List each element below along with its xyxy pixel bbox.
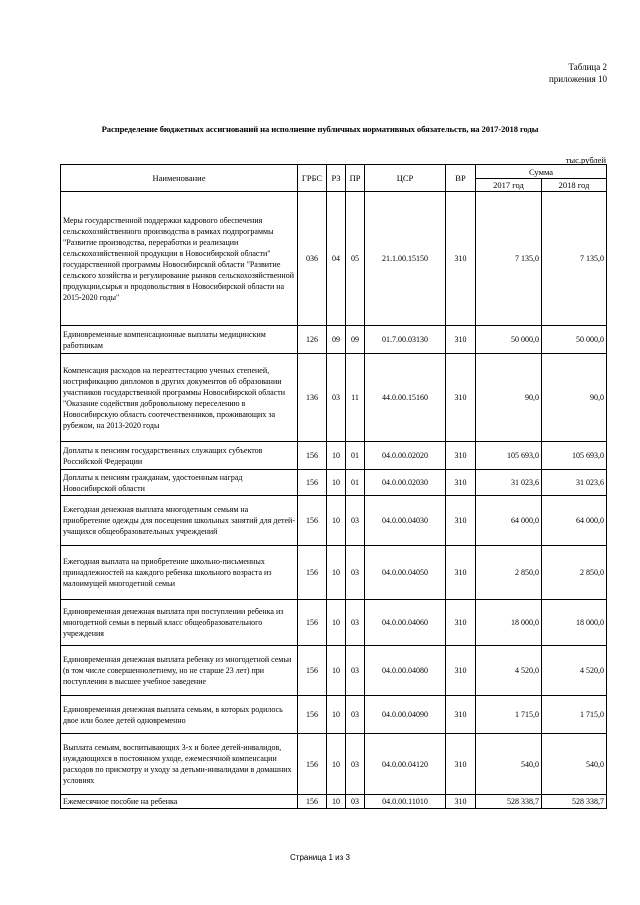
- row-sum-2017: 18 000,0: [476, 600, 542, 646]
- row-name: Единовременные компенсационные выплаты медицинским работникам: [61, 326, 298, 354]
- table-row: [61, 192, 607, 326]
- row-name: Доплаты к пенсиям государственных служащих субъектов Российской Федерации: [61, 442, 298, 470]
- row-sum-2018: 31 023,6: [542, 470, 607, 496]
- row-sum-2018: 528 338,7: [542, 795, 607, 809]
- table-row: [61, 326, 607, 354]
- row-rz: 10: [327, 470, 346, 496]
- row-grbs: 136: [298, 354, 327, 442]
- row-sum-2017: 50 000,0: [476, 326, 542, 354]
- table-row: [61, 734, 607, 795]
- row-sum-2018: 50 000,0: [542, 326, 607, 354]
- row-grbs: 156: [298, 600, 327, 646]
- col-header-rz: РЗ: [327, 165, 346, 192]
- page-title: Распределение бюджетных ассигнований на исполнение публичных нормативных обязательств, на 2017-2018 годы: [101, 124, 539, 134]
- row-sum-2017: 90,0: [476, 354, 542, 442]
- col-header-csr: ЦСР: [365, 165, 446, 192]
- table-body: [61, 192, 607, 809]
- row-sum-2017: 31 023,6: [476, 470, 542, 496]
- row-rz: 10: [327, 442, 346, 470]
- row-grbs: 156: [298, 470, 327, 496]
- units-label: тыс.рублей: [565, 155, 606, 165]
- row-csr: 04.0.00.04050: [365, 546, 446, 600]
- row-vr: 310: [446, 734, 476, 795]
- table-caption: [549, 61, 607, 85]
- row-sum-2018: 2 850,0: [542, 546, 607, 600]
- row-vr: 310: [446, 326, 476, 354]
- row-grbs: 156: [298, 442, 327, 470]
- row-csr: 04.0.00.04090: [365, 696, 446, 734]
- row-rz: 10: [327, 496, 346, 546]
- row-vr: 310: [446, 354, 476, 442]
- row-grbs: 156: [298, 795, 327, 809]
- row-sum-2017: 105 693,0: [476, 442, 542, 470]
- table-number: Таблица 2: [568, 62, 607, 72]
- row-name: Единовременная денежная выплата семьям, в которых родилось двое или более детей одновременно: [61, 696, 298, 734]
- row-rz: 10: [327, 646, 346, 696]
- row-name: Единовременная денежная выплата ребенку из многодетной семьи (в том числе совершеннолетнему, но не старше 23 лет) при поступлении в высшее учебное заведение: [61, 646, 298, 696]
- row-name: Компенсация расходов на переаттестацию ученых степеней, нострификацию дипломов в других документов об образовании участников государственной программы Новосибирской области "Оказание содействия добровольному переселению в Новосибирскую область соотечественников, проживающих за рубежом, на 2013-2020 годы: [61, 354, 298, 442]
- row-pr: 03: [346, 496, 365, 546]
- row-vr: 310: [446, 546, 476, 600]
- row-grbs: 156: [298, 734, 327, 795]
- row-name: Меры государственной поддержки кадрового обеспечения сельскохозяйственного производства в рамках подпрограммы "Развитие производства, переработки и реализации сельскохозяйственной продукции в Новосибирской области" государственной программы Новосибирской области "Развитие сельского хозяйства и регулирование рынков сельскохозяйственной продукции,сырья и продовольствия в Новосибирской области на 2015-2020 годы": [61, 192, 298, 326]
- row-name: Ежегодная выплата на приобретение школьно-письменных принадлежностей на каждого ребенка школьного возраста из малоимущей многодетной семьи: [61, 546, 298, 600]
- row-pr: 03: [346, 734, 365, 795]
- table-row: [61, 696, 607, 734]
- row-csr: 44.0.00.15160: [365, 354, 446, 442]
- row-vr: 310: [446, 646, 476, 696]
- row-csr: 21.1.00.15150: [365, 192, 446, 326]
- col-header-name: Наименование: [61, 165, 298, 192]
- row-pr: 03: [346, 600, 365, 646]
- row-rz: 10: [327, 734, 346, 795]
- row-grbs: 126: [298, 326, 327, 354]
- row-csr: 01.7.00.03130: [365, 326, 446, 354]
- row-pr: 03: [346, 696, 365, 734]
- row-sum-2017: 7 135,0: [476, 192, 542, 326]
- row-sum-2017: 540,0: [476, 734, 542, 795]
- row-sum-2017: 1 715,0: [476, 696, 542, 734]
- table-row: [61, 600, 607, 646]
- row-name: Выплата семьям, воспитывающих 3-х и более детей-инвалидов, нуждающихся в постоянном уходе, ежемесячной компенсации расходов по присмотру и уходу за детьми-инвалидами в домашних условиях: [61, 734, 298, 795]
- row-grbs: 156: [298, 646, 327, 696]
- col-header-vr: ВР: [446, 165, 476, 192]
- row-name: Доплаты к пенсиям гражданам, удостоенным наград Новосибирской области: [61, 470, 298, 496]
- table-row: [61, 795, 607, 809]
- row-pr: 05: [346, 192, 365, 326]
- row-sum-2018: 7 135,0: [542, 192, 607, 326]
- row-vr: 310: [446, 442, 476, 470]
- row-csr: 04.0.00.11010: [365, 795, 446, 809]
- row-sum-2017: 528 338,7: [476, 795, 542, 809]
- row-name: Ежегодная денежная выплата многодетным семьям на приобретение одежды для посещения школьных занятий для детей-учащихся общеобразовательных учреждений: [61, 496, 298, 546]
- col-header-grbs: ГРБС: [298, 165, 327, 192]
- row-grbs: 036: [298, 192, 327, 326]
- col-header-2018: 2018 год: [542, 179, 607, 192]
- row-csr: 04.0.00.02020: [365, 442, 446, 470]
- row-pr: 09: [346, 326, 365, 354]
- row-name: Ежемесячное пособие на ребенка: [61, 795, 298, 809]
- table-row: [61, 442, 607, 470]
- row-sum-2018: 4 520,0: [542, 646, 607, 696]
- row-rz: 04: [327, 192, 346, 326]
- row-rz: 09: [327, 326, 346, 354]
- row-vr: 310: [446, 496, 476, 546]
- row-pr: 01: [346, 442, 365, 470]
- table-row: [61, 546, 607, 600]
- row-vr: 310: [446, 192, 476, 326]
- row-sum-2018: 1 715,0: [542, 696, 607, 734]
- row-rz: 10: [327, 600, 346, 646]
- row-pr: 03: [346, 795, 365, 809]
- page-footer: Страница 1 из 3: [290, 853, 350, 862]
- row-pr: 03: [346, 546, 365, 600]
- table-row: [61, 354, 607, 442]
- row-sum-2018: 105 693,0: [542, 442, 607, 470]
- row-csr: 04.0.00.02030: [365, 470, 446, 496]
- row-vr: 310: [446, 696, 476, 734]
- row-vr: 310: [446, 470, 476, 496]
- appendix-reference: приложения 10: [548, 74, 607, 84]
- row-name: Единовременная денежная выплата при поступлении ребенка из многодетной семьи в первый класс общеобразовательного учреждения: [61, 600, 298, 646]
- row-vr: 310: [446, 600, 476, 646]
- col-header-pr: ПР: [346, 165, 365, 192]
- row-csr: 04.0.00.04060: [365, 600, 446, 646]
- budget-table: [60, 164, 607, 809]
- row-pr: 03: [346, 646, 365, 696]
- col-header-2017: 2017 год: [476, 179, 542, 192]
- row-sum-2018: 18 000,0: [542, 600, 607, 646]
- table-row: [61, 646, 607, 696]
- row-csr: 04.0.00.04120: [365, 734, 446, 795]
- table-row: [61, 496, 607, 546]
- row-rz: 03: [327, 354, 346, 442]
- row-rz: 10: [327, 696, 346, 734]
- table-row: [61, 470, 607, 496]
- row-rz: 10: [327, 546, 346, 600]
- row-csr: 04.0.00.04080: [365, 646, 446, 696]
- row-sum-2018: 90,0: [542, 354, 607, 442]
- row-rz: 10: [327, 795, 346, 809]
- row-sum-2017: 64 000,0: [476, 496, 542, 546]
- row-sum-2017: 2 850,0: [476, 546, 542, 600]
- row-vr: 310: [446, 795, 476, 809]
- row-pr: 01: [346, 470, 365, 496]
- row-grbs: 156: [298, 546, 327, 600]
- row-pr: 11: [346, 354, 365, 442]
- row-grbs: 156: [298, 496, 327, 546]
- row-csr: 04.0.00.04030: [365, 496, 446, 546]
- row-grbs: 156: [298, 696, 327, 734]
- row-sum-2018: 540,0: [542, 734, 607, 795]
- row-sum-2018: 64 000,0: [542, 496, 607, 546]
- row-sum-2017: 4 520,0: [476, 646, 542, 696]
- col-header-sum: Сумма: [476, 165, 607, 179]
